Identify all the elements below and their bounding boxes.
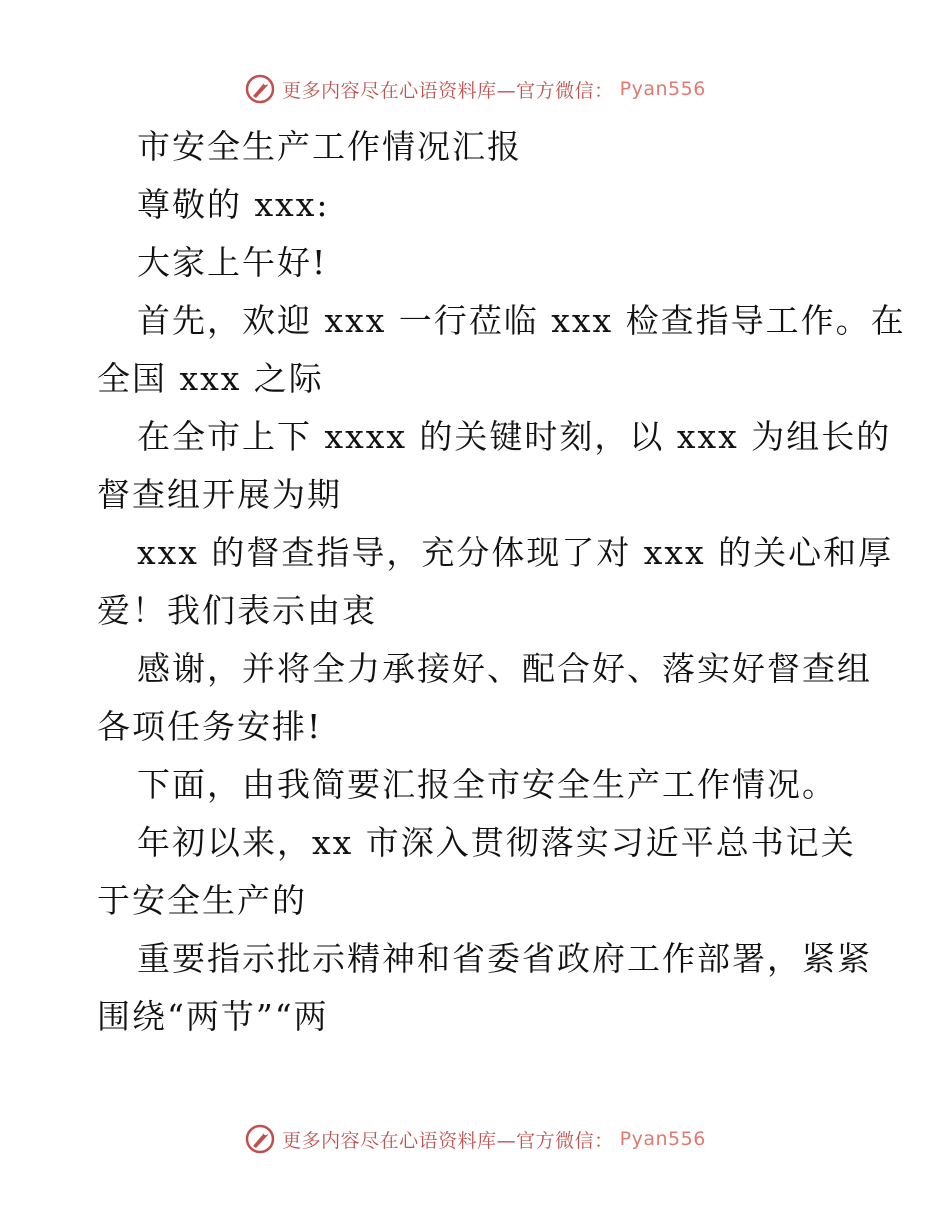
paragraph-line: 感谢，并将全力承接好、配合好、落实好督查组 <box>137 649 872 688</box>
document-greeting: 大家上午好! <box>137 243 328 282</box>
paragraph-line: 督查组开展为期 <box>97 475 342 514</box>
paragraph-line: 于安全生产的 <box>97 881 307 920</box>
document-salutation: 尊敬的 xxx: <box>137 185 330 224</box>
paragraph-line: 全国 xxx 之际 <box>97 359 324 398</box>
paragraph-line: 爱！我们表示由衷 <box>97 591 377 630</box>
pen-nib-logo-icon <box>244 73 276 105</box>
paragraph-line: 首先，欢迎 xxx 一行莅临 xxx 检查指导工作。在 <box>137 301 906 340</box>
paragraph-line: 下面，由我简要汇报全市安全生产工作情况。 <box>137 765 837 804</box>
pen-nib-logo-icon <box>244 1123 276 1155</box>
header-banner-wechat: Pyan556 <box>619 78 706 100</box>
paragraph-line: 年初以来，xx 市深入贯彻落实习近平总书记关 <box>137 823 856 862</box>
footer-banner-wechat: Pyan556 <box>619 1128 706 1150</box>
document-title: 市安全生产工作情况汇报 <box>137 127 522 166</box>
paragraph-line: 围绕“两节”“两 <box>97 997 329 1036</box>
footer-banner <box>0 1122 950 1156</box>
paragraph-line: 重要指示批示精神和省委省政府工作部署，紧紧 <box>137 939 872 978</box>
footer-banner-text: 更多内容尽在心语资料库—官方微信： <box>282 1129 614 1152</box>
paragraph-line: xxx 的督查指导，充分体现了对 xxx 的关心和厚 <box>137 533 894 572</box>
paragraph-line: 各项任务安排! <box>97 707 323 746</box>
document-body <box>97 118 906 1046</box>
header-banner <box>0 72 950 106</box>
paragraph-line: 在全市上下 xxxx 的关键时刻，以 xxx 为组长的 <box>137 417 892 456</box>
header-banner-text: 更多内容尽在心语资料库—官方微信： <box>282 79 614 102</box>
